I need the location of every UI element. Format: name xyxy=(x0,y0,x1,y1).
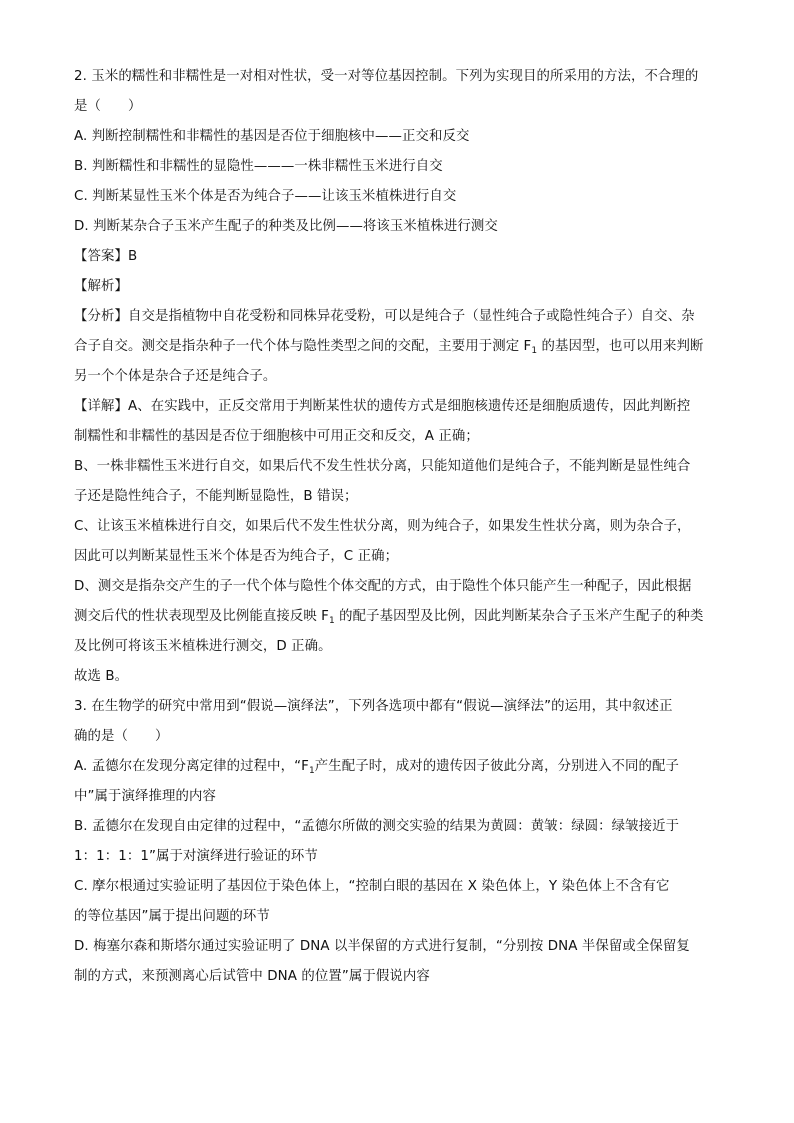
analysis-tag: 【解析】 xyxy=(74,279,128,294)
detail-line: B、一株非糯性玉米进行自交，如果后代不发生性状分离，只能知道他们是纯合子，不能判断是显性纯合 xyxy=(74,459,691,474)
detail-line-d2 xyxy=(74,602,724,632)
detail-line: 子还是隐性纯合子，不能判断显隐性，B 错误； xyxy=(74,489,358,504)
q3-stem-line-1: 3. 在生物学的研究中常用到“假说—演绎法”，下列各选项中都有“假说—演绎法”的运用，其中叙述正 xyxy=(74,699,673,714)
d2-text-a: 测交后代的性状表现型及比例能直接反映 F xyxy=(74,609,329,624)
answer-tag: 【答案】 xyxy=(74,249,128,264)
xiangjie-line-1 xyxy=(74,392,724,422)
fenxi-line-1 xyxy=(74,302,724,332)
q3-option-b-line-2: 1：1：1：1”属于对演绎进行验证的环节 xyxy=(74,849,318,864)
fenxi-text-1: 自交是指植物中自花受粉和同株异花受粉，可以是纯合子（显性纯合子或隐性纯合子）自交、杂 xyxy=(127,309,695,324)
detail-line: D、测交是指杂交产生的子一代个体与隐性个体交配的方式，由于隐性个体只能产生一种配子，因此根据 xyxy=(74,579,692,594)
q3-option-b-line-1: B. 孟德尔在发现自由定律的过程中，“孟德尔所做的测交实验的结果为黄圆：黄皱：绿圆：绿皱接近于 xyxy=(74,819,680,834)
q3-option-d-line-1: D. 梅塞尔森和斯塔尔通过实验证明了 DNA 以半保留的方式进行复制，“分别按 DNA 半保留或全保留复 xyxy=(74,939,690,954)
detail-line: 因此可以判断某显性玉米个体是否为纯合子，C 正确； xyxy=(74,549,399,564)
fenxi-tag: 【分析】 xyxy=(74,309,128,324)
detail-line: C、让该玉米植株进行自交，如果后代不发生性状分离，则为纯合子，如果发生性状分离，则为杂合子， xyxy=(74,519,691,534)
fenxi-line-3: 另一个个体是杂合子还是纯合子。 xyxy=(74,369,277,384)
q2-answer xyxy=(74,242,724,272)
q2-option-c: C. 判断某显性玉米个体是否为纯合子——让该玉米植株进行自交 xyxy=(74,189,457,204)
q3-stem-line-2: 确的是（ ） xyxy=(74,729,169,744)
q3-option-d-line-2: 制的方式，来预测离心后试管中 DNA 的位置”属于假说内容 xyxy=(74,969,430,984)
q2-option-a: A. 判断控制糯性和非糯性的基因是否位于细胞核中——正交和反交 xyxy=(74,129,470,144)
conclusion: 故选 B。 xyxy=(74,669,129,684)
fenxi-line-2 xyxy=(74,332,724,362)
q2-option-d: D. 判断某杂合子玉米产生配子的种类及比例——将该玉米植株进行测交 xyxy=(74,219,498,234)
q3-option-a-line-1 xyxy=(74,752,724,782)
q3-a-subscript: 1 xyxy=(308,766,315,776)
q3-option-a-line-2: 中”属于演绎推理的内容 xyxy=(74,789,216,804)
q2-stem-line-2: 是（ ） xyxy=(74,99,142,114)
q2-stem-line-1: 2. 玉米的糯性和非糯性是一对相对性状，受一对等位基因控制。下列为实现目的所采用的方法，不合理的 xyxy=(74,69,699,84)
d2-subscript: 1 xyxy=(329,616,335,626)
detail-line: 制糯性和非糯性的基因是否位于细胞核中可用正交和反交，A 正确； xyxy=(74,429,479,444)
d2-text-b: 的配子基因型及比例，因此判断某杂合子玉米产生配子的种类 xyxy=(334,609,704,624)
q3-option-c-line-1: C. 摩尔根通过实验证明了基因位于染色体上，“控制白眼的基因在 X 染色体上，Y 染色体上不含有它 xyxy=(74,879,670,894)
q3-a-text-b: 产生配子时，成对的遗传因子彼此分离，分别进入不同的配子 xyxy=(314,759,680,774)
xiangjie-text-1: A、在实践中，正反交常用于判断某性状的遗传方式是细胞核遗传还是细胞质遗传，因此判断控 xyxy=(127,399,691,414)
q3-a-text-a: A. 孟德尔在发现分离定律的过程中，“F xyxy=(74,759,309,774)
page-content xyxy=(74,62,724,992)
detail-line-d3: 及比例可将该玉米植株进行测交，D 正确。 xyxy=(74,639,332,654)
fenxi-subscript: 1 xyxy=(531,346,538,356)
answer-value: B xyxy=(127,249,138,264)
fenxi-text-2a: 合子自交。测交是指杂种子一代个体与隐性类型之间的交配，主要用于测定 F xyxy=(74,339,532,354)
fenxi-text-2b: 的基因型，也可以用来判断 xyxy=(537,339,704,354)
q3-option-c-line-2: 的等位基因”属于提出问题的环节 xyxy=(74,909,270,924)
xiangjie-tag: 【详解】 xyxy=(74,399,128,414)
q2-option-b: B. 判断糯性和非糯性的显隐性———一株非糯性玉米进行自交 xyxy=(74,159,443,174)
